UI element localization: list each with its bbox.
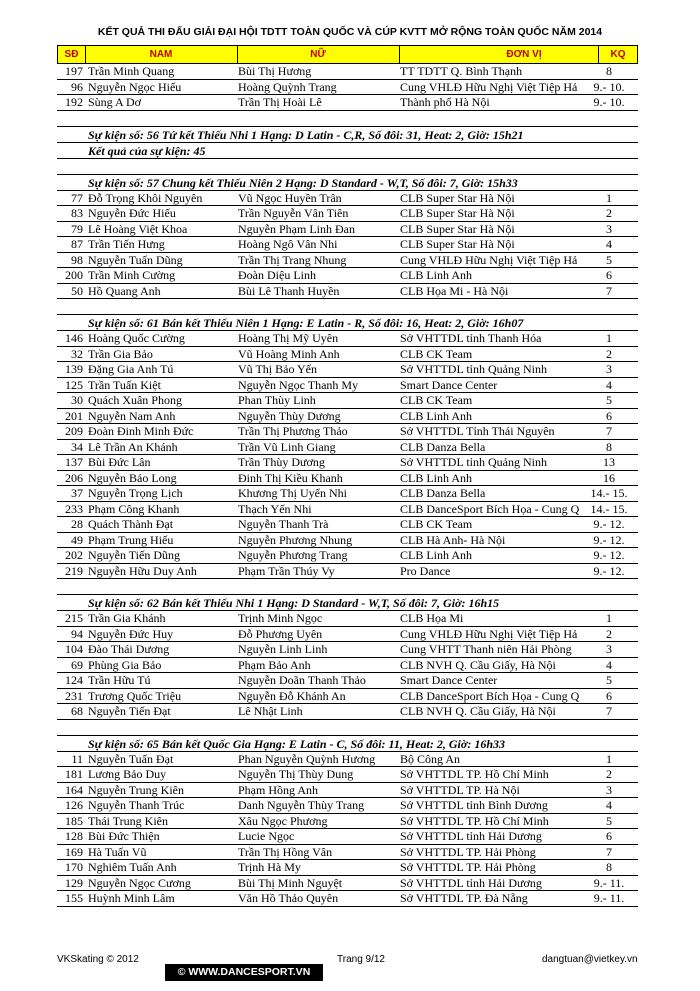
cell-nu: Khương Thị Uyển Nhi <box>238 486 347 500</box>
cell-sd: 197 <box>65 64 83 78</box>
table-row <box>57 876 638 892</box>
cell-sd: 164 <box>65 782 83 797</box>
cell-kq: 9.- 12. <box>593 548 625 562</box>
cell-kq: 2 <box>606 206 612 220</box>
cell-sd: 231 <box>65 688 83 703</box>
cell-nu: Nguyễn Phạm Linh Đan <box>238 221 355 236</box>
cell-kq: 6 <box>606 688 612 703</box>
table-row <box>57 517 638 533</box>
cell-nu: Trần Thùy Dương <box>238 455 325 469</box>
cell-don-vi: Thành phố Hà Nội <box>400 95 490 109</box>
cell-sd: 77 <box>71 190 83 205</box>
cell-nam: Nguyễn Ngọc Hiếu <box>88 79 182 94</box>
cell-nam: Hoàng Quốc Cường <box>88 331 185 345</box>
cell-nam: Lê Hoàng Việt Khoa <box>88 221 188 236</box>
cell-don-vi: Sở VHTTDL TP. Hải Phòng <box>400 860 536 874</box>
table-row <box>57 689 638 705</box>
table-row <box>57 658 638 674</box>
cell-sd: 128 <box>65 829 83 843</box>
cell-don-vi: CLB Linh Anh <box>400 408 473 423</box>
cell-nam: Nguyễn Hữu Duy Anh <box>88 563 197 578</box>
table-row <box>57 704 638 720</box>
cell-nam: Nguyễn Tiến Dũng <box>88 548 181 562</box>
table-row <box>57 222 638 238</box>
event-heading: Sự kiện số: 61 Bán kết Thiếu Niên 1 Hạng: E Latin - R, Số đôi: 16, Heat: 2, Giờ: 16h07 <box>57 315 638 331</box>
section-gap <box>57 299 638 315</box>
cell-nu: Hoàng Quỳnh Trang <box>238 79 337 94</box>
cell-nam: Đoàn Đinh Minh Đức <box>88 424 194 438</box>
cell-nam: Nghiêm Tuấn Anh <box>88 860 177 874</box>
cell-sd: 146 <box>65 331 83 345</box>
cell-don-vi: Sở VHTTDL tỉnh Thanh Hóa <box>400 331 542 345</box>
cell-don-vi: CLB CK Team <box>400 517 473 531</box>
cell-don-vi: CLB Super Star Hà Nội <box>400 206 515 220</box>
cell-kq: 1 <box>606 751 612 766</box>
cell-sd: 200 <box>65 268 83 282</box>
cell-sd: 169 <box>65 844 83 859</box>
cell-kq: 1 <box>606 611 612 625</box>
cell-sd: 69 <box>71 657 83 672</box>
cell-kq: 5 <box>606 673 612 687</box>
cell-don-vi: Pro Dance <box>400 563 451 578</box>
table-row <box>57 752 638 768</box>
cell-don-vi: CLB CK Team <box>400 346 473 361</box>
cell-sd: 181 <box>65 767 83 781</box>
cell-sd: 98 <box>71 252 83 267</box>
table-row <box>57 642 638 658</box>
cell-don-vi: CLB Super Star Hà Nội <box>400 237 515 251</box>
cell-sd: 11 <box>71 751 83 766</box>
cell-nam: Nguyễn Đức Hiếu <box>88 206 176 220</box>
table-header <box>57 45 638 64</box>
cell-nam: Nguyễn Tiến Đạt <box>88 704 171 718</box>
cell-kq: 4 <box>606 798 612 812</box>
contact-email[interactable]: dangtuan@vietkey.vn <box>542 954 638 965</box>
event-heading: Sự kiện số: 56 Tứ kết Thiếu Nhi 1 Hạng: D Latin - C,R, Số đôi: 31, Heat: 2, Giờ: 15h21 <box>57 127 638 143</box>
cell-sd: 79 <box>71 221 83 236</box>
event-result-note: Kết quả của sự kiện: 45 <box>57 143 638 159</box>
cell-kq: 14.- 15. <box>590 501 628 516</box>
cell-nu: Bùi Thị Minh Nguyệt <box>238 875 343 890</box>
cell-don-vi: Cung VHLĐ Hữu Nghị Việt Tiệp Hả <box>400 79 578 94</box>
cell-nu: Phan Thùy Linh <box>238 393 316 407</box>
cell-nam: Nguyễn Bảo Long <box>88 470 177 485</box>
section-gap <box>57 579 638 595</box>
cell-sd: 32 <box>71 346 83 361</box>
results-table <box>57 45 638 907</box>
cell-don-vi: Smart Dance Center <box>400 673 498 687</box>
cell-nu: Vũ Thị Bảo Yến <box>238 362 317 376</box>
cell-nu: Nguyễn Phương Trang <box>238 548 348 562</box>
col-sd-header: SĐ <box>64 49 79 60</box>
table-row <box>57 362 638 378</box>
cell-kq: 5 <box>606 252 612 267</box>
table-row <box>57 502 638 518</box>
cell-kq: 7 <box>606 844 612 859</box>
cell-don-vi: Cung VHLĐ Hữu Nghị Việt Tiệp Hả <box>400 252 578 267</box>
cell-don-vi: CLB NVH Q. Cầu Giấy, Hà Nội <box>400 657 556 672</box>
section-gap <box>57 111 638 127</box>
section-gap <box>57 159 638 175</box>
cell-nu: Lê Nhật Linh <box>238 704 303 718</box>
cell-nu: Trần Vũ Linh Giang <box>238 439 336 454</box>
cell-nam: Nguyễn Tuấn Đạt <box>88 751 174 766</box>
cell-nu: Trần Thị Trang Nhung <box>238 252 347 267</box>
cell-nu: Vũ Ngọc Huyền Trân <box>238 190 342 205</box>
cell-don-vi: CLB Linh Anh <box>400 548 473 562</box>
cell-nam: Sùng A Dơ <box>88 95 142 109</box>
cell-sd: 233 <box>65 501 83 516</box>
cell-nu: Nguyễn Linh Linh <box>238 642 328 656</box>
table-row <box>57 206 638 222</box>
table-row <box>57 347 638 363</box>
table-row <box>57 829 638 845</box>
cell-don-vi: CLB CK Team <box>400 393 473 407</box>
cell-don-vi: CLB Super Star Hà Nội <box>400 221 515 236</box>
cell-nam: Đào Thái Dương <box>88 642 170 656</box>
table-row <box>57 440 638 456</box>
cell-nam: Trần Tiến Hưng <box>88 237 165 251</box>
cell-sd: 209 <box>65 424 83 438</box>
cell-nu: Trần Thị Phương Thảo <box>238 424 348 438</box>
table-row <box>57 95 638 111</box>
table-row <box>57 237 638 253</box>
cell-kq: 3 <box>606 221 612 236</box>
cell-don-vi: Sở VHTTDL TP. Hải Phòng <box>400 844 536 859</box>
cell-sd: 96 <box>71 79 83 94</box>
cell-nu: Nguyễn Ngọc Thanh My <box>238 377 359 392</box>
cell-nu: Hoàng Thị Mỹ Uyên <box>238 331 339 345</box>
cell-nam: Đỗ Trọng Khôi Nguyên <box>88 190 203 205</box>
cell-nam: Lương Bảo Duy <box>88 767 167 781</box>
cell-kq: 13 <box>603 455 615 469</box>
event-heading: Sự kiện số: 62 Bán kết Thiếu Nhi 1 Hạng: D Standard - W,T, Số đôi: 7, Giờ: 16h15 <box>57 595 638 611</box>
table-row <box>57 798 638 814</box>
cell-kq: 4 <box>606 237 612 251</box>
cell-nu: Phạm Bảo Anh <box>238 657 311 672</box>
cell-kq: 7 <box>606 424 612 438</box>
cell-don-vi: Sở VHTTDL tỉnh Quảng Ninh <box>400 362 548 376</box>
cell-nu: Trần Thị Hoài Lê <box>238 95 322 109</box>
table-row <box>57 409 638 425</box>
cell-sd: 219 <box>65 563 83 578</box>
cell-nam: Nguyễn Thanh Trúc <box>88 798 185 812</box>
cell-don-vi: Sở VHTTDL tỉnh Hải Dương <box>400 829 542 843</box>
cell-sd: 202 <box>65 548 83 562</box>
page-number: Trang 9/12 <box>337 954 385 965</box>
cell-nam: Đặng Gia Anh Tú <box>88 362 174 376</box>
cell-nu: Phạm Hồng Anh <box>238 782 319 797</box>
table-body <box>57 64 638 907</box>
cell-sd: 215 <box>65 611 83 625</box>
cell-nu: Trịnh Hà My <box>238 860 301 874</box>
col-nam-header: NAM <box>149 49 173 60</box>
cell-kq: 6 <box>606 268 612 282</box>
cell-nu: Bùi Lê Thanh Huyền <box>238 283 340 298</box>
table-row <box>57 284 638 300</box>
table-row <box>57 611 638 627</box>
cell-sd: 28 <box>71 517 83 531</box>
cell-kq: 7 <box>606 283 612 298</box>
cell-sd: 94 <box>71 626 83 641</box>
cell-nu: Phạm Trần Thúy Vy <box>238 563 335 578</box>
cell-nam: Quách Thành Đạt <box>88 517 174 531</box>
cell-nam: Nguyễn Tuấn Dũng <box>88 252 183 267</box>
cell-kq: 9.- 12. <box>593 563 625 578</box>
cell-sd: 83 <box>71 206 83 220</box>
cell-nam: Nguyễn Trung Kiên <box>88 782 185 797</box>
cell-don-vi: Sở VHTTDL Tỉnh Thái Nguyên <box>400 424 555 438</box>
cell-sd: 206 <box>65 470 83 485</box>
cell-sd: 87 <box>71 237 83 251</box>
cell-don-vi: CLB DanceSport Bích Họa - Cung Q <box>400 501 580 516</box>
cell-nu: Lucie Ngọc <box>238 829 295 843</box>
cell-kq: 8 <box>606 64 612 78</box>
cell-nu: Nguyễn Đỗ Khánh An <box>238 688 346 703</box>
cell-sd: 129 <box>65 875 83 890</box>
cell-nu: Thạch Yến Nhi <box>238 501 312 516</box>
table-row <box>57 393 638 409</box>
table-row <box>57 783 638 799</box>
cell-nu: Xâu Ngọc Phương <box>238 813 328 828</box>
cell-don-vi: Sở VHTTDL TP. Hà Nội <box>400 782 520 797</box>
cell-nam: Trần Minh Quang <box>88 64 175 78</box>
cell-nam: Bùi Đức Thiện <box>88 829 160 843</box>
cell-nu: Hoàng Ngô Vân Nhi <box>238 237 338 251</box>
cell-nu: Danh Nguyễn Thùy Trang <box>238 798 365 812</box>
cell-kq: 3 <box>606 362 612 376</box>
table-row <box>57 80 638 96</box>
cell-sd: 155 <box>65 891 83 905</box>
table-row <box>57 331 638 347</box>
cell-kq: 4 <box>606 377 612 392</box>
cell-nam: Phùng Gia Bảo <box>88 657 162 672</box>
page-title: KẾT QUẢ THI ĐẤU GIẢI ĐẠI HỘI TDTT TOÀN QUỐC VÀ CÚP KVTT MỞ RỘNG TOÀN QUỐC NĂM 2014 <box>97 26 603 38</box>
cell-nam: Trần Gia Bảo <box>88 346 153 361</box>
table-row <box>57 471 638 487</box>
table-row <box>57 64 638 80</box>
cell-sd: 192 <box>65 95 83 109</box>
cell-kq: 2 <box>606 626 612 641</box>
cell-don-vi: CLB Linh Anh <box>400 268 473 282</box>
cell-nam: Nguyễn Đức Huy <box>88 626 174 641</box>
cell-don-vi: CLB Hà Anh- Hà Nội <box>400 532 506 547</box>
cell-nam: Trần Gia Khánh <box>88 611 166 625</box>
cell-nu: Văn Hồ Thảo Quyên <box>238 891 339 905</box>
cell-sd: 49 <box>71 532 83 547</box>
cell-sd: 30 <box>71 393 83 407</box>
cell-nam: Nguyễn Ngọc Cương <box>88 875 191 890</box>
cell-nam: Quách Xuân Phong <box>88 393 182 407</box>
event-heading: Sự kiện số: 57 Chung kết Thiếu Niên 2 Hạng: D Standard - W,T, Số đôi: 7, Giờ: 15h33 <box>57 175 638 191</box>
cell-nam: Thái Trung Kiên <box>88 813 169 828</box>
table-row <box>57 548 638 564</box>
col-kq-header: KQ <box>610 49 626 60</box>
table-row <box>57 424 638 440</box>
cell-sd: 68 <box>71 704 83 718</box>
col-nu-header: NỮ <box>310 49 326 60</box>
cell-kq: 2 <box>606 346 612 361</box>
cell-sd: 50 <box>71 283 83 298</box>
cell-sd: 125 <box>65 377 83 392</box>
cell-don-vi: Sở VHTTDL tỉnh Quảng Ninh <box>400 455 548 469</box>
table-row <box>57 767 638 783</box>
cell-sd: 37 <box>71 486 83 500</box>
table-row <box>57 845 638 861</box>
cell-nu: Nguyễn Thùy Dương <box>238 408 341 423</box>
table-row <box>57 891 638 907</box>
cell-nu: Phan Nguyễn Quỳnh Hương <box>238 751 376 766</box>
cell-don-vi: CLB Linh Anh <box>400 470 473 485</box>
cell-sd: 126 <box>65 798 83 812</box>
cell-kq: 9.- 11. <box>593 891 625 905</box>
table-row <box>57 191 638 207</box>
event-heading: Sự kiện số: 65 Bán kết Quốc Gia Hạng: E Latin - C, Số đôi: 11, Heat: 2, Giờ: 16h33 <box>57 736 638 752</box>
col-don-vi-header: ĐƠN VỊ <box>506 49 542 60</box>
cell-don-vi: Sở VHTTDL TP. Đà Nẵng <box>400 891 528 905</box>
cell-nam: Phạm Công Khanh <box>88 501 180 516</box>
cell-kq: 3 <box>606 642 612 656</box>
table-row <box>57 564 638 580</box>
cell-kq: 14.- 15. <box>590 486 628 500</box>
cell-don-vi: Smart Dance Center <box>400 377 498 392</box>
cell-don-vi: Sở VHTTDL TP. Hồ Chí Minh <box>400 767 549 781</box>
cell-sd: 185 <box>65 813 83 828</box>
cell-don-vi: Sở VHTTDL TP. Hồ Chí Minh <box>400 813 549 828</box>
table-row <box>57 673 638 689</box>
cell-don-vi: CLB Danza Bella <box>400 439 486 454</box>
cell-nu: Đoàn Diệu Linh <box>238 268 316 282</box>
cell-don-vi: Bộ Công An <box>400 751 461 766</box>
table-row <box>57 533 638 549</box>
cell-don-vi: CLB NVH Q. Cầu Giấy, Hà Nội <box>400 704 556 718</box>
table-row <box>57 378 638 394</box>
cell-nam: Trần Hữu Tú <box>88 673 151 687</box>
cell-kq: 9.- 11. <box>593 875 625 890</box>
cell-nam: Lê Trần An Khánh <box>88 439 178 454</box>
cell-nu: Nguyễn Thị Thùy Dung <box>238 767 354 781</box>
table-row <box>57 814 638 830</box>
cell-kq: 9.- 10. <box>593 79 625 94</box>
cell-kq: 9.- 12. <box>593 517 625 531</box>
cell-nam: Huỳnh Minh Lâm <box>88 891 175 905</box>
cell-nu: Nguyễn Doãn Thanh Thảo <box>238 673 366 687</box>
website-badge[interactable]: © WWW.DANCESPORT.VN <box>165 964 323 981</box>
cell-nam: Hồ Quang Anh <box>88 283 161 298</box>
cell-nam: Trần Minh Cường <box>88 268 176 282</box>
cell-nam: Trương Quốc Triệu <box>88 688 182 703</box>
cell-sd: 139 <box>65 362 83 376</box>
cell-kq: 1 <box>606 190 612 205</box>
table-row <box>57 268 638 284</box>
cell-nam: Bùi Đức Lân <box>88 455 151 469</box>
cell-sd: 34 <box>71 439 83 454</box>
cell-kq: 2 <box>606 767 612 781</box>
cell-kq: 16 <box>603 470 615 485</box>
cell-nu: Bùi Thị Hương <box>238 64 312 78</box>
cell-nam: Trần Tuấn Kiệt <box>88 377 161 392</box>
cell-kq: 6 <box>606 408 612 423</box>
cell-sd: 124 <box>65 673 83 687</box>
cell-sd: 104 <box>65 642 83 656</box>
cell-sd: 170 <box>65 860 83 874</box>
cell-kq: 1 <box>606 331 612 345</box>
cell-kq: 4 <box>606 657 612 672</box>
cell-kq: 8 <box>606 860 612 874</box>
cell-kq: 9.- 10. <box>593 95 625 109</box>
cell-don-vi: Cung VHLĐ Hữu Nghị Việt Tiệp Hả <box>400 626 578 641</box>
cell-kq: 6 <box>606 829 612 843</box>
cell-nam: Nguyễn Trọng Lịch <box>88 486 183 500</box>
cell-don-vi: CLB Super Star Hà Nội <box>400 190 515 205</box>
cell-nam: Nguyễn Nam Anh <box>88 408 176 423</box>
cell-don-vi: Sở VHTTDL tỉnh Hải Dương <box>400 875 542 890</box>
cell-nam: Hà Tuấn Vũ <box>88 844 147 859</box>
cell-nu: Trịnh Minh Ngọc <box>238 611 323 625</box>
table-row <box>57 860 638 876</box>
cell-sd: 201 <box>65 408 83 423</box>
cell-kq: 5 <box>606 393 612 407</box>
cell-kq: 7 <box>606 704 612 718</box>
cell-nu: Nguyễn Thanh Trà <box>238 517 329 531</box>
cell-don-vi: CLB Họa Mi <box>400 611 464 625</box>
cell-don-vi: CLB Họa Mi - Hà Nội <box>400 283 509 298</box>
cell-nu: Đỗ Phương Uyên <box>238 626 323 641</box>
cell-kq: 3 <box>606 782 612 797</box>
table-row <box>57 455 638 471</box>
cell-kq: 5 <box>606 813 612 828</box>
cell-don-vi: Sở VHTTDL tỉnh Bình Dương <box>400 798 548 812</box>
cell-nu: Đinh Thị Kiều Khanh <box>238 470 343 485</box>
table-row <box>57 486 638 502</box>
cell-nu: Trần Nguyễn Vân Tiên <box>238 206 349 220</box>
cell-don-vi: CLB DanceSport Bích Họa - Cung Q <box>400 688 580 703</box>
cell-don-vi: Cung VHTT Thanh niên Hải Phòng <box>400 642 572 656</box>
cell-nu: Nguyễn Phương Nhung <box>238 532 353 547</box>
footer-copyright: VKSkating © 2012 <box>57 954 139 965</box>
cell-don-vi: TT TDTT Q. Bình Thạnh <box>400 64 523 78</box>
cell-nu: Trần Thị Hồng Vân <box>238 844 333 859</box>
cell-don-vi: CLB Danza Bella <box>400 486 486 500</box>
section-gap <box>57 720 638 736</box>
table-row <box>57 627 638 643</box>
cell-kq: 9.- 12. <box>593 532 625 547</box>
cell-sd: 137 <box>65 455 83 469</box>
table-row <box>57 253 638 269</box>
cell-kq: 8 <box>606 439 612 454</box>
cell-nam: Phạm Trung Hiếu <box>88 532 174 547</box>
cell-nu: Vũ Hoàng Minh Anh <box>238 346 340 361</box>
